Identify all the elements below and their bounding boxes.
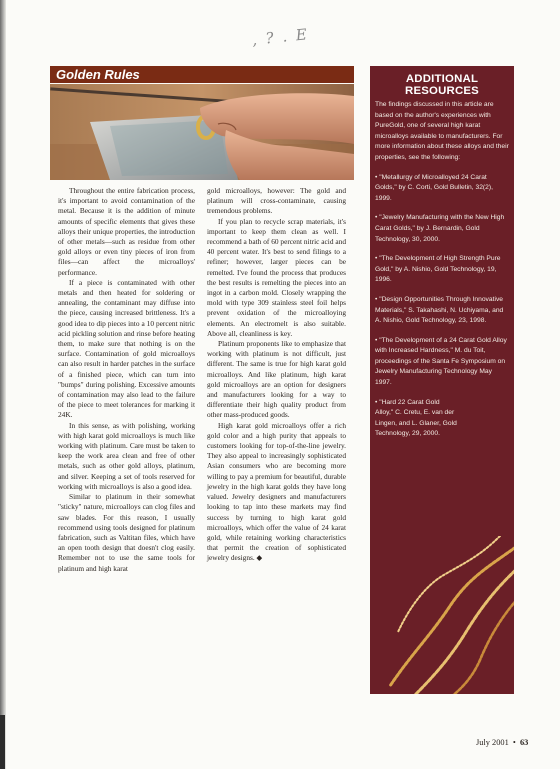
paragraph: In this sense, as with polishing, working with high karat gold microalloys is much like working with platinum. Care must be taken to keep the work area clean and free of other metals, such as other gold alloys, platinum, and silver. Keeping a set of tools reserved for working with microalloys is also a good idea. (58, 420, 195, 491)
paragraph: If a piece is contaminated with other metals and then heated for soldering or annealing, the contaminant may diffuse into the piece, causing increased brittleness. It's a good idea to dip pieces into a 10 percent nitric acid pickling solution and rinse before heating them, to make sure that nothing is on the surface. Contamination of gold microalloys can also result in harder patches in the surface of a finished piece, which can turn into "bumps" during polishing. Excessive amounts of contamination may also lead to the failure of the piece to meet tolerances for marking it 24K. (58, 277, 195, 420)
sidebar-title: ADDITIONAL RESOURCES (405, 73, 479, 97)
article-column-left (58, 186, 195, 574)
article-column-middle (207, 186, 346, 564)
reference-item: • "The Development of High Strength Pure Gold," by A. Nishio, Gold Technology, 19, 1996. (375, 254, 509, 286)
reference-item: • "Metallurgy of Microalloyed 24 Carat Golds," by C. Corti, Gold Bulletin, 32(2), 1999. (375, 173, 509, 205)
reference-item: • "Jewelry Manufacturing with the New High Carat Golds," by J. Bernardin, Gold Technology, 30, 2000. (375, 213, 509, 245)
page-number: 63 (519, 738, 529, 747)
paragraph: Throughout the entire fabrication process, it's important to avoid contamination of the metal. Because it is the addition of minute amounts of specific elements that gives these alloys their unique properties, the introduction of other metals—such as residue from other gold alloys or even tiny pieces of iron from files—can affect the microalloys' performance. (58, 186, 195, 277)
section-header-bar (50, 66, 354, 83)
paragraph: If you plan to recycle scrap materials, it's important to keep them clean as well. I recommend a bath of 60 percent nitric acid and 40 percent water. It's best to send filings to a refiner; however, larger pieces can be remelted. I've found the process that produces the best results is remelting the pieces into an ingot in a carbon mold. Closely wrapping the mold with type 309 stainless steel foil helps prevent oxidation of the microalloying elements. An electromelt is also suitable. Above all, cleanliness is key. (207, 216, 346, 338)
scan-edge-mark (0, 715, 5, 769)
sidebar-intro: The findings discussed in this article are based on the author's experiences with PureGold, one of several high karat microalloys available to manufacturers. For more information about these alloys and their properties, see the following: (375, 101, 509, 161)
paragraph: Platinum proponents like to emphasize that working with platinum is not difficult, just different. The same is true for high karat gold microalloys. And like platinum, high karat gold microalloys are an option for designers and manufacturers looking for a way to differentiate their high quality product from other mass-produced goods. (207, 339, 346, 420)
handwritten-note: , ? . E (251, 25, 310, 49)
additional-resources-sidebar (370, 66, 514, 694)
page-footer (476, 738, 528, 747)
reference-item: • "Hard 22 Carat Gold Alloy," C. Cretu, E. van der Lingen, and L. Glaner, Gold Technology, 29, 2000. (375, 398, 459, 440)
footer-separator: • (512, 738, 516, 747)
paragraph: gold microalloys, however: The gold and platinum will cross-contaminate, causing tremendous problems. (207, 186, 346, 216)
gold-chains-image (370, 536, 514, 694)
scan-edge-shadow (0, 0, 6, 769)
sidebar-body (375, 100, 509, 449)
article-photo (50, 84, 354, 180)
reference-item: • "Design Opportunities Through Innovative Materials," S. Takahashi, N. Uchiyama, and A. Nishio, Gold Technology, 23, 1998. (375, 295, 509, 327)
paragraph: Similar to platinum in their somewhat "sticky" nature, microalloys can clog files and saw blades. For this reason, I usually recommend using tools designed for platinum fabrication, such as Valtitan files, which have an open tooth design that doesn't clog easily. Remember not to use the same tools for platinum and high karat (58, 492, 195, 573)
photo-illustration (50, 84, 354, 180)
reference-item: • "The Development of a 24 Carat Gold Alloy with Increased Hardness," M. du Toit, proceedings of the Santa Fe Symposium on Jewelry Manufacturing Technology May 1997. (375, 336, 509, 389)
section-title: Golden Rules (56, 67, 140, 82)
paragraph: High karat gold microalloys offer a rich gold color and a high purity that appeals to customers looking for top-of-the-line jewelry. They also appeal to increasingly sophisticated Asian consumers who are becoming more willing to pay a premium for beautiful, durable jewelry in the high karat golds they have long valued. Jewelry designers and manufacturers looking to tap into these markets may find success by turning to high karat gold microalloys, which offer the value of 24 karat gold, while retaining working characteristics that permit the creation of sophisticated jewelry designs. ◆ (207, 420, 346, 563)
issue-date: July 2001 (476, 738, 509, 747)
